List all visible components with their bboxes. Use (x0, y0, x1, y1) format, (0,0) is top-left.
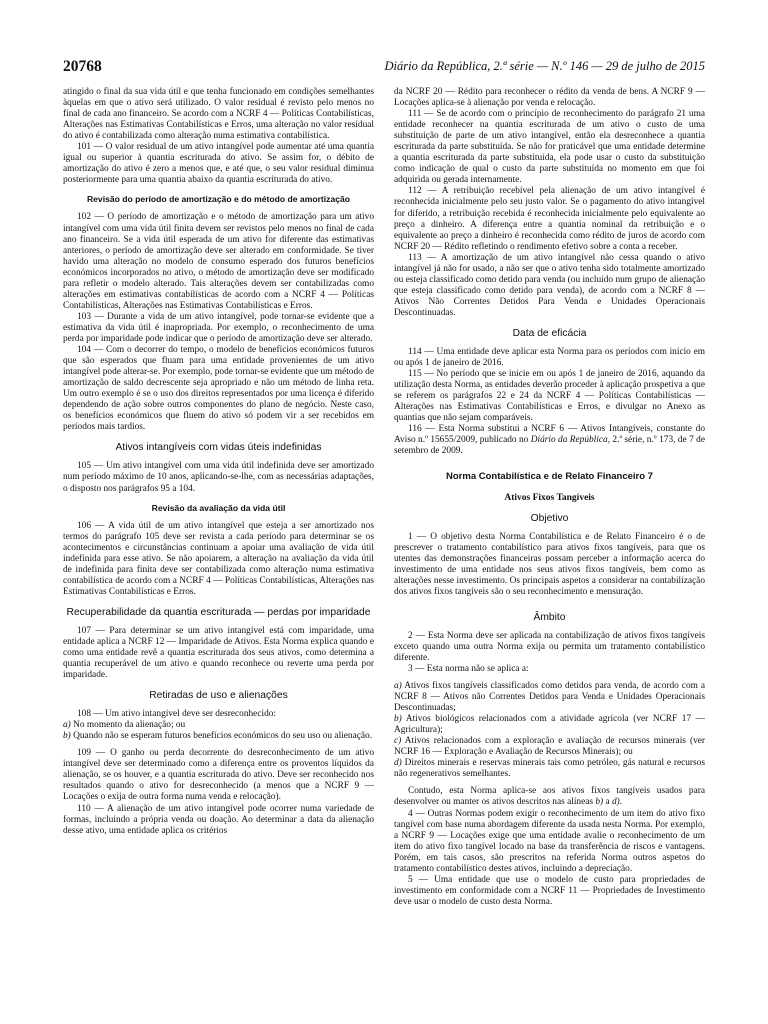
section-heading: Retiradas de uso e alienações (149, 690, 288, 702)
paragraph-101: 101 — O valor residual de um ativo intangível pode aumentar até uma quantia igual ou superior à quantia escriturada do ativo. Se assim for, o débito de amortização do ativo é zero a menos que, e até que, o seu valor residual diminua posteriormente para uma quantia abaixo da quantia escriturada do ativo. (63, 142, 374, 186)
paragraph: da NCRF 20 — Rédito para reconhecer o rédito da venda de bens. A NCRF 9 — Locações aplica-se à alienação por venda e relocação. (394, 87, 705, 109)
norm-subtitle: Ativos Fixos Tangíveis (504, 492, 595, 503)
paragraph-115: 115 — No período que se inicie em ou após 1 de janeiro de 2016, aquando da utilização desta Norma, as entidades deverão proceder à aplicação prospetiva a que se referem os parágrafos 22 e 24 da NCRF 4 — Políticas Contabilísticas — Alterações nas Estimativas Contabilísticas e Erros, e divulgar no Anexo as quantias que não sejam comparáveis. (394, 369, 705, 424)
paragraph-103: 103 — Durante a vida de um ativo intangível, pode tornar-se evidente que a estimativa da vida útil é inapropriada. Por exemplo, o reconhecimento de uma perda por imparidade pode indicar que o período de amortização deve ser alterado. (63, 311, 374, 344)
section-heading: Recuperabilidade da quantia escriturada — perdas por imparidade (66, 606, 371, 618)
text-run: Contudo, esta Norma aplica-se aos ativos fixos tangíveis usados para desenvolver ou manter os ativos descritos nas alíneas (394, 786, 705, 808)
text-run: d) (611, 797, 620, 808)
paragraph-113: 113 — A amortização de um ativo intangível não cessa quando o ativo intangível já não for usado, a não ser que o ativo tenha sido totalmente amortizado ou esteja classificado como detido para venda (ou incluído num grupo de alienação que esteja classificado como detido para venda), de acordo com a NCRF 8 — Ativos Não Correntes Detidos Para Venda e Unidades Operacionais Descontinuadas. (394, 252, 705, 318)
list-item (394, 714, 705, 736)
list-text: Ativos fixos tangíveis classificados como detidos para venda, de acordo com a NCRF 8 — Ativos não Correntes Detidos para Venda e Unidades Operacionais Descontinuadas; (394, 681, 705, 714)
paragraph-107: 107 — Para determinar se um ativo intangível está com imparidade, uma entidade aplica a NCRF 12 — Imparidade de Ativos. Esta Norma explica quando e como uma entidade revê a quantia escriturada dos seus ativos, como determina a quantia recuperável de um ativo e quando reconhece ou reverte uma perda por imparidade. (63, 625, 374, 681)
list-label: b) (63, 731, 71, 742)
paragraph-3: 3 — Esta norma não se aplica a: (408, 663, 529, 674)
paragraph-104: 104 — Com o decorrer do tempo, o modelo de benefícios económicos futuros que são esperados que fluam para uma entidade provenientes de um ativo intangível pode alterar-se. Por exemplo, pode tornar-se evidente que um método de amortização de saldo decrescente seja apropriado e não um método de linha reta. Um outro exemplo é se o uso dos direitos representados por uma licença é diferido dependendo de ação sobre outros componentes do plano de negócio. Neste caso, os benefícios económicos que fluem do ativo só podem vir a ser recebidos em períodos mais tardios. (63, 345, 374, 433)
paragraph-114: 114 — Uma entidade deve aplicar esta Norma para os períodos com início em ou após 1 de janeiro de 2016. (394, 346, 705, 369)
paragraph-1: 1 — O objetivo desta Norma Contabilística e de Relato Financeiro é o de prescrever o tratamento contabilístico para ativos fixos tangíveis, para que os utentes das demonstrações financeiras possam perceber a informação acerca do investimento de uma entidade nos seus ativos fixos tangíveis, bem como as alterações nesse investimento. Os principais aspetos a considerar na contabilização dos ativos fixos tangíveis são o seu reconhecimento e mensuração. (394, 531, 705, 597)
right-column (394, 87, 705, 908)
section-heading: Data de eficácia (512, 327, 587, 339)
section-heading: Ativos intangíveis com vidas úteis indefinidas (115, 442, 322, 454)
paragraph-110: 110 — A alienação de um ativo intangível pode ocorrer numa variedade de formas, incluindo a própria venda ou doação. Ao determinar a data da alienação desse ativo, uma entidade aplica os critérios (63, 803, 374, 836)
page-header (63, 58, 705, 78)
paragraph-109: 109 — O ganho ou perda decorrente do desreconhecimento de um ativo intangível deve ser determinado como a diferença entre os proventos líquidos da alienação, se os houver, e a quantia escriturada do ativo. Deve ser reconhecido nos resultados quando o ativo for desreconhecido (a menos que a NCRF 9 — Locações o exija de outra forma numa venda e relocação). (63, 748, 374, 803)
text-run: . (619, 797, 623, 808)
page-number: 20768 (63, 58, 102, 75)
list-text: No momento da alienação; ou (70, 720, 186, 731)
text-run: b) (595, 797, 604, 808)
paragraph-108: 108 — Um ativo intangível deve ser desreconhecido: (77, 709, 277, 720)
list-item (394, 758, 705, 780)
paragraph-105: 105 — Um ativo intangível com uma vida útil indefinida deve ser amortizado num período máximo de 10 anos, aplicando-se-lhe, com as necessárias adaptações, o disposto nos parágrafos 95 a 104. (63, 461, 374, 494)
list-item (394, 736, 705, 758)
paragraph-116 (394, 424, 705, 457)
list-label: b) (394, 714, 402, 725)
list-text: Ativos relacionados com a exploração e avaliação de recursos minerais (ver NCRF 16 — Exploração e Avaliação de Recursos Minerais); ou (394, 736, 705, 758)
list-item (63, 731, 374, 742)
list-item (394, 681, 705, 714)
text-run: a (603, 797, 612, 808)
paragraph-2: 2 — Esta Norma deve ser aplicada na contabilização de ativos fixos tangíveis exceto quando uma outra Norma exija ou permita um tratamento contabilístico diferente. (394, 630, 705, 663)
paragraph-5: 5 — Uma entidade que use o modelo de custo para propriedades de investimento em conformidade com a NCRF 11 — Propriedades de Investimento deve usar o modelo de custo desta Norma. (394, 874, 705, 907)
running-head: Diário da República, 2.ª série — N.º 146 — 29 de julho de 2015 (384, 59, 705, 73)
text-run: 116 — Esta Norma substitui a NCRF 6 — Ativos Intangíveis, constante do Aviso n.º 15655/2009, publicado no (394, 424, 705, 446)
paragraph-102: 102 — O período de amortização e o método de amortização para um ativo intangível com uma vida útil finita devem ser revistos pelo menos no final de cada ano financeiro. Se a vida útil esperada de um ativo for diferente das estimativas anteriores, o período de amortização deve ser alterado em conformidade. Se tiver havido uma alteração no modelo de consumo esperado dos futuros benefícios económicos incorporados no ativo, o método de amortização deve ser modificado para refletir o modelo alterado. Tais alterações devem ser contabilizadas como alterações em estimativas contabilísticas de acordo com a NCRF 4 — Políticas Contabilísticas, Alterações nas Estimativas Contabilísticas e Erros. (63, 212, 374, 311)
list-label: d) (394, 758, 402, 769)
list-text: Ativos biológicos relacionados com a atividade agrícola (ver NCRF 17 — Agricultura); (394, 714, 705, 736)
paragraph-111: 111 — Se de acordo com o princípio de reconhecimento do parágrafo 21 uma entidade reconhecer na quantia escriturada de um ativo o custo de uma substituição de parte de um ativo intangível, então ela desreconhece a quantia escriturada da parte substituída. Se não for praticável que uma entidade determine a quantia escriturada da parte substituída, ela pode usar o custo da substituição como indicação de qual o custo da parte substituída no momento em que foi adquirida ou gerada internamente. (394, 109, 705, 186)
list-label: a) (63, 720, 71, 731)
list-label: a) (394, 681, 402, 692)
section-heading: Revisão do período de amortização e do método de amortização (86, 194, 351, 205)
section-heading: Revisão da avaliação da vida útil (151, 502, 286, 513)
section-heading: Objetivo (530, 512, 569, 524)
list-label: c) (394, 736, 402, 747)
list-text: Quando não se esperam futuros benefícios económicos do seu uso ou alienação. (70, 731, 373, 742)
norm-title: Norma Contabilística e de Relato Financeiro 7 (446, 471, 653, 483)
paragraph-4: 4 — Outras Normas podem exigir o reconhecimento de um item do ativo fixo tangível com base numa abordagem diferente da usada nesta Norma. Por exemplo, a NCRF 9 — Locações exige que uma entidade avalie o reconhecimento de um item do ativo fixo tangível locado na base da transferência de riscos e vantagens. Porém, em tais casos, são prescritos na referida Norma outros aspetos do tratamento contabilístico destes ativos, incluindo a depreciação. (394, 808, 705, 874)
paragraph-112: 112 — A retribuição recebível pela alienação de um ativo intangível é reconhecida inicialmente pelo seu justo valor. Se o pagamento do ativo intangível for diferido, a retribuição recebida é reconhecida inicialmente pelo equivalente ao preço a dinheiro. A diferença entre a quantia nominal da retribuição e o equivalente ao preço a dinheiro é reconhecida como rédito de juros de acordo com NCRF 20 — Rédito refletindo o rendimento efetivo sobre a conta a receber. (394, 186, 705, 252)
paragraph-106: 106 — A vida útil de um ativo intangível que esteja a ser amortizado nos termos do parágrafo 105 deve ser revista a cada período para determinar se os acontecimentos e circunstâncias continuam a apoiar uma avaliação de vida útil indefinida para esse ativo. Se não apoiarem, a alteração na avaliação da vida útil de indefinida para finita deve ser contabilizada como alteração numa estimativa contabilística de acordo com a NCRF 4 — Políticas Contabilísticas, Alterações nas Estimativas Contabilísticas e Erros. (63, 520, 374, 597)
left-column (63, 87, 374, 837)
list-text: Direitos minerais e reservas minerais tais como petróleo, gás natural e recursos não regenerativos semelhantes. (394, 758, 705, 780)
paragraph: atingido o final da sua vida útil e que tenha funcionado em condições semelhantes àquelas em que o ativo será utilizado. O valor residual é revisto pelo menos no final de cada ano financeiro. Se acordo com a NCRF 4 — Políticas Contabilísticas, Alterações nas Estimativas Contabilísticas e Erros, uma alteração no valor residual do ativo é contabilizada como alteração numa estimativa contabilística. (63, 87, 374, 142)
list-item (63, 720, 374, 731)
publication-title: Diário da República (530, 435, 608, 446)
section-heading: Âmbito (533, 611, 566, 623)
text-run: , 2.ª série, n.º 173, de 7 de setembro de 2009. (394, 435, 705, 457)
paragraph (394, 786, 705, 808)
